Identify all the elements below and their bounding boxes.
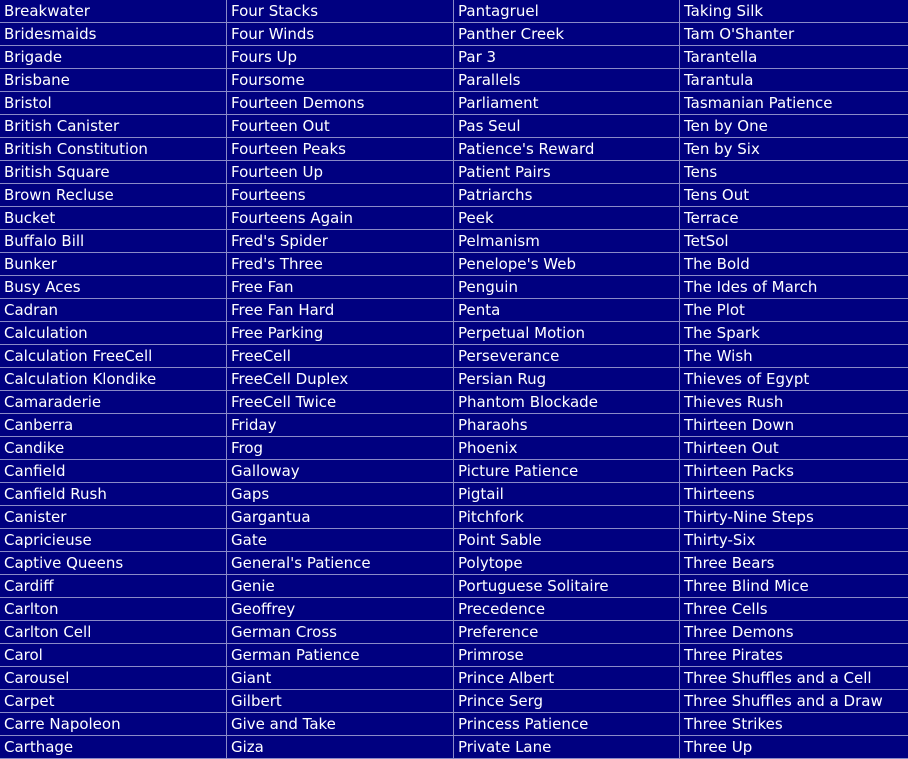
game-list-item[interactable]: Persian Rug — [454, 368, 680, 391]
game-list-item[interactable]: Three Demons — [680, 621, 908, 644]
game-list-item[interactable]: Thirteens — [680, 483, 908, 506]
game-list-item[interactable]: Thirteen Down — [680, 414, 908, 437]
game-list-item[interactable]: Four Stacks — [227, 0, 454, 23]
game-list-item[interactable]: Three Bears — [680, 552, 908, 575]
game-list-item[interactable]: Tasmanian Patience — [680, 92, 908, 115]
game-list-item[interactable]: Bunker — [0, 253, 227, 276]
game-list-item[interactable]: Three Blind Mice — [680, 575, 908, 598]
game-list-item[interactable]: Perseverance — [454, 345, 680, 368]
game-list-item[interactable]: Point Sable — [454, 529, 680, 552]
game-list-item[interactable]: Par 3 — [454, 46, 680, 69]
game-list-item[interactable]: Private Lane — [454, 736, 680, 759]
game-list-item[interactable]: Fourteens Again — [227, 207, 454, 230]
game-list-item[interactable]: Free Fan Hard — [227, 299, 454, 322]
game-list-item[interactable]: Carpet — [0, 690, 227, 713]
game-list-item[interactable]: Fourteen Demons — [227, 92, 454, 115]
game-list-item[interactable]: Gaps — [227, 483, 454, 506]
game-list-item[interactable]: Gate — [227, 529, 454, 552]
game-list-item[interactable]: Brigade — [0, 46, 227, 69]
game-list-item[interactable]: Three Shuffles and a Cell — [680, 667, 908, 690]
game-list-item[interactable]: Pelmanism — [454, 230, 680, 253]
game-list-item[interactable]: Phoenix — [454, 437, 680, 460]
game-list-item[interactable]: Patriarchs — [454, 184, 680, 207]
game-list-item[interactable]: Pitchfork — [454, 506, 680, 529]
game-list-item[interactable]: Patient Pairs — [454, 161, 680, 184]
game-list-item[interactable]: Cadran — [0, 299, 227, 322]
game-list-item[interactable]: Bridesmaids — [0, 23, 227, 46]
game-list-item[interactable]: Busy Aces — [0, 276, 227, 299]
game-list-item[interactable]: Tens Out — [680, 184, 908, 207]
game-list-item[interactable]: The Bold — [680, 253, 908, 276]
game-list-item[interactable]: Preference — [454, 621, 680, 644]
game-list-item[interactable]: Fred's Spider — [227, 230, 454, 253]
game-list-item[interactable]: Pharaohs — [454, 414, 680, 437]
game-list-item[interactable]: Carol — [0, 644, 227, 667]
game-list-item[interactable]: Fourteen Out — [227, 115, 454, 138]
game-list-item[interactable]: Three Up — [680, 736, 908, 759]
game-list-item[interactable]: Portuguese Solitaire — [454, 575, 680, 598]
game-list-item[interactable]: Give and Take — [227, 713, 454, 736]
game-list-item[interactable]: Picture Patience — [454, 460, 680, 483]
game-list-item[interactable]: The Plot — [680, 299, 908, 322]
game-list-item[interactable]: Breakwater — [0, 0, 227, 23]
game-list-item[interactable]: Canister — [0, 506, 227, 529]
game-list-item[interactable]: Calculation Klondike — [0, 368, 227, 391]
game-list-item[interactable]: Cardiff — [0, 575, 227, 598]
game-list-item[interactable]: FreeCell — [227, 345, 454, 368]
game-list-item[interactable]: Princess Patience — [454, 713, 680, 736]
game-list-item[interactable]: Galloway — [227, 460, 454, 483]
game-list-item[interactable]: German Cross — [227, 621, 454, 644]
game-list-item[interactable]: Carlton — [0, 598, 227, 621]
game-list-item[interactable]: Panther Creek — [454, 23, 680, 46]
game-list-item[interactable]: Terrace — [680, 207, 908, 230]
game-list-item[interactable]: Pigtail — [454, 483, 680, 506]
game-list-item[interactable]: Carousel — [0, 667, 227, 690]
game-list-item[interactable]: Prince Albert — [454, 667, 680, 690]
game-list-item[interactable]: Three Pirates — [680, 644, 908, 667]
game-list-item[interactable]: Calculation — [0, 322, 227, 345]
game-list-item[interactable]: Three Strikes — [680, 713, 908, 736]
game-list-item[interactable]: Precedence — [454, 598, 680, 621]
game-list-item[interactable]: Carthage — [0, 736, 227, 759]
game-list-item[interactable]: Tarantula — [680, 69, 908, 92]
game-list-item[interactable]: Carre Napoleon — [0, 713, 227, 736]
game-list-item[interactable]: Three Shuffles and a Draw — [680, 690, 908, 713]
game-list-item[interactable]: Tam O'Shanter — [680, 23, 908, 46]
game-list-item[interactable]: Thirty-Six — [680, 529, 908, 552]
game-list-item[interactable]: Thieves Rush — [680, 391, 908, 414]
game-list-item[interactable]: Camaraderie — [0, 391, 227, 414]
game-list-item[interactable]: Fred's Three — [227, 253, 454, 276]
game-list-item[interactable]: British Canister — [0, 115, 227, 138]
game-list-item[interactable]: Patience's Reward — [454, 138, 680, 161]
game-list-item[interactable]: Penguin — [454, 276, 680, 299]
game-list-item[interactable]: Ten by One — [680, 115, 908, 138]
game-list-item[interactable]: British Square — [0, 161, 227, 184]
game-list-item[interactable]: Prince Serg — [454, 690, 680, 713]
game-list-item[interactable]: Brown Recluse — [0, 184, 227, 207]
game-list-item[interactable]: Primrose — [454, 644, 680, 667]
game-list-item[interactable]: General's Patience — [227, 552, 454, 575]
game-list-item[interactable]: The Spark — [680, 322, 908, 345]
game-list-item[interactable]: Fourteens — [227, 184, 454, 207]
game-list-item[interactable]: Pas Seul — [454, 115, 680, 138]
game-list-item[interactable]: Fours Up — [227, 46, 454, 69]
game-list-item[interactable]: Giant — [227, 667, 454, 690]
game-list-item[interactable]: Gargantua — [227, 506, 454, 529]
game-list-item[interactable]: Buffalo Bill — [0, 230, 227, 253]
game-list-item[interactable]: Parallels — [454, 69, 680, 92]
game-list-item[interactable]: Pantagruel — [454, 0, 680, 23]
game-list-item[interactable]: Fourteen Up — [227, 161, 454, 184]
game-list-item[interactable]: Polytope — [454, 552, 680, 575]
game-list-item[interactable]: Bristol — [0, 92, 227, 115]
game-list-item[interactable]: Tens — [680, 161, 908, 184]
game-list-item[interactable]: FreeCell Duplex — [227, 368, 454, 391]
game-list-item[interactable]: FreeCell Twice — [227, 391, 454, 414]
game-list-item[interactable]: Foursome — [227, 69, 454, 92]
game-list-item[interactable]: The Wish — [680, 345, 908, 368]
game-list-item[interactable]: Thirteen Packs — [680, 460, 908, 483]
game-list-item[interactable]: Ten by Six — [680, 138, 908, 161]
game-list-item[interactable]: Three Cells — [680, 598, 908, 621]
game-list-item[interactable]: Gilbert — [227, 690, 454, 713]
game-list-item[interactable]: Bucket — [0, 207, 227, 230]
game-list-item[interactable]: Capricieuse — [0, 529, 227, 552]
game-list-item[interactable]: Calculation FreeCell — [0, 345, 227, 368]
game-list-item[interactable]: Frog — [227, 437, 454, 460]
game-list-item[interactable]: Parliament — [454, 92, 680, 115]
game-list-item[interactable]: Thirteen Out — [680, 437, 908, 460]
game-list-item[interactable]: Free Fan — [227, 276, 454, 299]
game-list-item[interactable]: Genie — [227, 575, 454, 598]
game-list-item[interactable]: Giza — [227, 736, 454, 759]
game-list-item[interactable]: Four Winds — [227, 23, 454, 46]
game-list-item[interactable]: German Patience — [227, 644, 454, 667]
game-list-item[interactable]: Thirty-Nine Steps — [680, 506, 908, 529]
game-list-item[interactable]: Geoffrey — [227, 598, 454, 621]
game-list-item[interactable]: Captive Queens — [0, 552, 227, 575]
game-list-item[interactable]: Penelope's Web — [454, 253, 680, 276]
game-list-item[interactable]: Carlton Cell — [0, 621, 227, 644]
game-list-item[interactable]: Canberra — [0, 414, 227, 437]
game-list-item[interactable]: Canfield Rush — [0, 483, 227, 506]
game-list-item[interactable]: Friday — [227, 414, 454, 437]
game-list-item[interactable]: Penta — [454, 299, 680, 322]
game-list-item[interactable]: Thieves of Egypt — [680, 368, 908, 391]
game-list-item[interactable]: Free Parking — [227, 322, 454, 345]
game-list-item[interactable]: British Constitution — [0, 138, 227, 161]
game-list-item[interactable]: TetSol — [680, 230, 908, 253]
game-list-item[interactable]: Brisbane — [0, 69, 227, 92]
game-list-item[interactable]: Perpetual Motion — [454, 322, 680, 345]
game-list-item[interactable]: Peek — [454, 207, 680, 230]
game-list-item[interactable]: Candike — [0, 437, 227, 460]
game-list-item[interactable]: Fourteen Peaks — [227, 138, 454, 161]
game-list-item[interactable]: Phantom Blockade — [454, 391, 680, 414]
game-list-item[interactable]: Tarantella — [680, 46, 908, 69]
game-list-item[interactable]: Canfield — [0, 460, 227, 483]
game-list-item[interactable]: Taking Silk — [680, 0, 908, 23]
game-list-item[interactable]: The Ides of March — [680, 276, 908, 299]
